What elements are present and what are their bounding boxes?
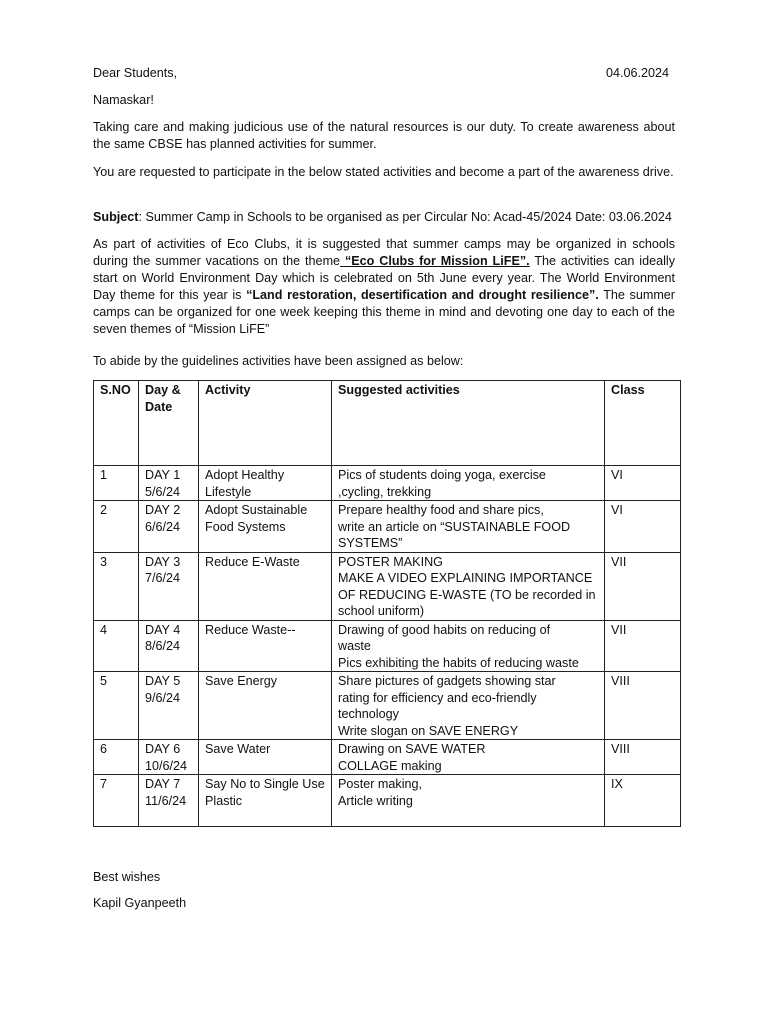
cell-day-date-line: DAY 3 — [145, 554, 181, 569]
cell-day-date-line: 6/6/24 — [145, 519, 181, 534]
cell-suggested-line: SYSTEMS” — [338, 536, 403, 550]
table-body — [94, 466, 681, 827]
subject-text: : Summer Camp in Schools to be organised as per Circular No: Acad-45/2024 Date: 03.06.2024 — [138, 210, 672, 224]
cell-suggested-line: waste — [338, 639, 371, 653]
cell-class — [605, 775, 681, 827]
header-activity: Activity — [199, 381, 332, 466]
signature: Kapil Gyanpeeth — [93, 896, 187, 910]
header-suggested: Suggested activities — [332, 381, 605, 466]
paragraph-eco-clubs-part2: The activities can ideally start on World Environment Day which is celebrated on 5th June every year. The World Environment Day theme for this year is — [93, 254, 675, 302]
cell-sno — [94, 740, 139, 775]
cell-day-date-line: 7/6/24 — [145, 571, 181, 585]
cell-suggested-line: Share pictures of gadgets showing star — [338, 674, 556, 688]
table-row — [94, 501, 681, 553]
cell-day-date-line: DAY 5 — [145, 674, 181, 688]
cell-activity-line: Say No to Single Use — [205, 777, 325, 791]
cell-suggested — [332, 552, 605, 620]
header-sno: S.NO — [94, 381, 139, 466]
cell-suggested-line: Write slogan on SAVE ENERGY — [338, 723, 519, 738]
cell-day-date-line: DAY 1 — [145, 468, 181, 482]
cell-suggested — [332, 466, 605, 501]
cell-sno-line: 6 — [100, 742, 108, 756]
cell-day-date-line: DAY 6 — [145, 742, 181, 756]
cell-day-date-line: 10/6/24 — [145, 758, 188, 773]
cell-suggested-line: Drawing of good habits on reducing of — [338, 622, 551, 637]
table-row — [94, 620, 681, 672]
cell-suggested — [332, 620, 605, 672]
table-row — [94, 672, 681, 740]
cell-class-line: VIII — [611, 674, 630, 688]
table-row — [94, 466, 681, 501]
cell-suggested-line: Pics of students doing yoga, exercise — [338, 468, 546, 482]
cell-activity-line: Lifestyle — [205, 484, 252, 499]
cell-suggested-line: Pics exhibiting the habits of reducing waste — [338, 655, 579, 670]
cell-activity — [199, 672, 332, 740]
cell-day-date — [139, 672, 199, 740]
cell-day-date — [139, 501, 199, 553]
subject-label: Subject — [93, 210, 139, 224]
cell-day-date — [139, 775, 199, 827]
cell-day-date-line: 9/6/24 — [145, 690, 181, 705]
cell-suggested — [332, 775, 605, 827]
cell-class-line: VI — [611, 468, 623, 482]
cell-activity-line: Food Systems — [205, 519, 286, 534]
letter-date: 04.06.2024 — [605, 66, 669, 80]
cell-class — [605, 466, 681, 501]
paragraph-request: You are requested to participate in the below stated activities and become a part of the awareness drive. — [93, 165, 674, 179]
paragraph-eco-clubs — [93, 236, 675, 338]
theme-eco-clubs: “Eco Clubs for Mission LiFE”. — [340, 254, 530, 268]
header-class: Class — [605, 381, 681, 466]
cell-day-date-line: 8/6/24 — [145, 639, 181, 653]
cell-day-date-line: 5/6/24 — [145, 484, 181, 499]
salutation: Dear Students, — [93, 66, 178, 80]
paragraph-eco-clubs-part1: As part of activities of Eco Clubs, it is suggested that summer camps may be organized in schools during the summer vacations on the theme — [93, 237, 675, 268]
cell-suggested-line: Article writing — [338, 793, 413, 808]
cell-class-line: VII — [611, 554, 627, 569]
cell-sno-line: 5 — [100, 674, 108, 688]
cell-suggested-line: Prepare healthy food and share pics, — [338, 503, 544, 517]
cell-day-date — [139, 740, 199, 775]
cell-activity-line: Adopt Sustainable — [205, 503, 308, 517]
greeting: Namaskar! — [93, 93, 154, 107]
cell-suggested-line — [338, 809, 598, 826]
cell-activity-line: Plastic — [205, 793, 243, 808]
cell-activity — [199, 740, 332, 775]
cell-suggested-line: OF REDUCING E-WASTE (TO be recorded in — [338, 587, 596, 602]
table-row — [94, 775, 681, 827]
table-row — [94, 740, 681, 775]
paragraph-eco-clubs-part3: The summer camps can be organized for one week keeping this theme in mind and devoting one day to each of the seven themes of “Mission LiFE” — [93, 288, 676, 336]
cell-sno — [94, 620, 139, 672]
theme-land-restoration: “Land restoration, desertification and drought resilience”. — [246, 288, 599, 302]
cell-activity — [199, 620, 332, 672]
cell-class-line: VI — [611, 503, 623, 517]
cell-day-date-line: DAY 2 — [145, 503, 181, 517]
header-day-date — [139, 381, 199, 466]
table-header-row — [94, 381, 681, 466]
cell-sno-line: 7 — [100, 777, 108, 791]
cell-day-date — [139, 466, 199, 501]
cell-sno — [94, 501, 139, 553]
cell-suggested — [332, 672, 605, 740]
cell-suggested-line: technology — [338, 707, 399, 721]
cell-suggested-line: MAKE A VIDEO EXPLAINING IMPORTANCE — [338, 571, 593, 585]
cell-class-line: VIII — [611, 742, 630, 756]
paragraph-intro: Taking care and making judicious use of the natural resources is our duty. To create awareness about the same CBSE has planned activities for summer. — [93, 120, 675, 151]
cell-class — [605, 552, 681, 620]
cell-class-line: VII — [611, 622, 627, 637]
cell-day-date-line: 11/6/24 — [145, 793, 187, 808]
cell-day-date-line: DAY 4 — [145, 622, 181, 637]
cell-suggested-line: school uniform) — [338, 604, 425, 618]
cell-sno-line: 3 — [100, 554, 108, 569]
header-day-label: Day & — [145, 383, 181, 397]
cell-class — [605, 740, 681, 775]
cell-activity — [199, 552, 332, 620]
cell-activity — [199, 466, 332, 501]
cell-sno — [94, 672, 139, 740]
cell-class — [605, 501, 681, 553]
header-row — [93, 65, 675, 82]
cell-activity-line: Reduce E-Waste — [205, 554, 300, 569]
cell-suggested-line: POSTER MAKING — [338, 554, 443, 569]
cell-sno — [94, 552, 139, 620]
cell-sno — [94, 466, 139, 501]
cell-suggested — [332, 501, 605, 553]
cell-activity — [199, 775, 332, 827]
cell-suggested-line: Poster making, — [338, 777, 422, 791]
table-row — [94, 552, 681, 620]
cell-suggested-line: write an article on “SUSTAINABLE FOOD — [338, 519, 571, 534]
activities-table — [93, 380, 681, 827]
cell-suggested-line: COLLAGE making — [338, 758, 442, 773]
cell-day-date — [139, 620, 199, 672]
cell-suggested-line: rating for efficiency and eco-friendly — [338, 690, 537, 705]
cell-sno — [94, 775, 139, 827]
closing: Best wishes — [93, 870, 161, 884]
cell-activity-line: Reduce Waste-- — [205, 622, 296, 637]
header-date-label: Date — [145, 399, 173, 414]
cell-activity-line: Save Water — [205, 742, 271, 756]
cell-sno-line: 2 — [100, 503, 108, 517]
paragraph-guidelines: To abide by the guidelines activities have been assigned as below: — [93, 354, 464, 368]
cell-activity-line: Save Energy — [205, 674, 278, 688]
cell-sno-line: 4 — [100, 622, 108, 637]
cell-suggested-line: Drawing on SAVE WATER — [338, 742, 486, 756]
cell-sno-line: 1 — [100, 468, 108, 482]
cell-activity — [199, 501, 332, 553]
subject-line — [93, 209, 675, 226]
cell-class-line: IX — [611, 777, 623, 791]
cell-day-date — [139, 552, 199, 620]
cell-activity-line: Adopt Healthy — [205, 468, 285, 482]
cell-suggested — [332, 740, 605, 775]
cell-class — [605, 620, 681, 672]
cell-class — [605, 672, 681, 740]
cell-suggested-line: ,cycling, trekking — [338, 484, 432, 499]
cell-day-date-line: DAY 7 — [145, 777, 181, 791]
